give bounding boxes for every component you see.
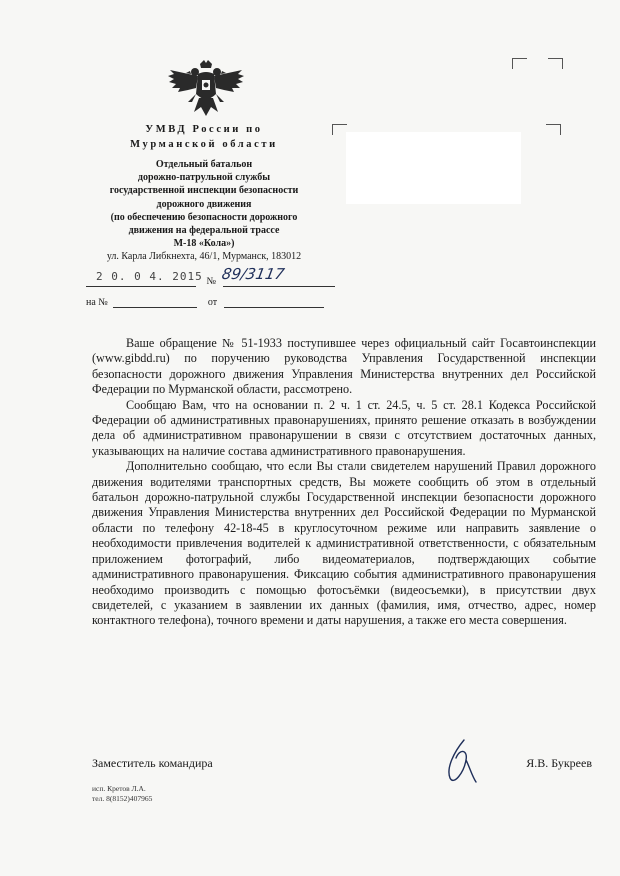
subdivision-line: дорожно-патрульной службы (137, 172, 271, 184)
address-corner-top-right (546, 124, 561, 135)
page-corner-top-left (512, 58, 527, 69)
addressee-redacted-block (346, 132, 521, 204)
organization-name (96, 122, 312, 152)
executor-info (92, 784, 152, 804)
subdivision-line: государственной инспекции безопасности (109, 185, 299, 197)
subdivision-line: (по обеспечению безопасности дорожного (110, 211, 298, 223)
subdivision-line: Отдельный батальон (155, 159, 253, 170)
org-address: ул. Карла Либкнехта, 46/1, Мурманск, 183012 (106, 251, 302, 262)
subdivision-line: движения на федеральной трассе (128, 225, 280, 237)
subdivision-line: дорожного движения (156, 198, 252, 210)
address-corner-top-left (332, 124, 347, 135)
ref-label: на № (86, 297, 108, 308)
ref-from-label: от (207, 297, 218, 308)
subdivision-line: М-18 «Кола») (173, 238, 235, 250)
registration-number: 89/3117 (220, 265, 286, 283)
body-paragraph: Дополнительно сообщаю, что если Вы стали свидетелем нарушений Правил дорожного движения водителями транспортных средств, Вы можете сообщить об этом в отдельный батальон дорожно-патрульной службы Государственной инспекции безопасности дорожного движения Управления Министерства внутренних дел Российской Федерации по Мурманской области по телефону 42-18-45 в круглосуточном режиме или направить заявление о необходимости привлечения водителей к административной ответственности, с обязательным приложением фотографий, либо видеоматериалов, подтверждающих событие административного правонарушения. Фиксацию события административного правонарушения необходимо производить с помощью фотосъёмки (видеосъемки), в присутствии двух свидетелей, с указанием в заявлении их данных (фамилия, имя, отчество, адрес, номер контактного телефона), точного времени и даты нарушения, а также его места совершения. (92, 459, 596, 628)
executor-phone: тел. 8(8152)407965 (92, 794, 153, 803)
page-corner-top-right (548, 58, 563, 69)
registration-date: 2 0. 0 4. 2015 (96, 270, 203, 283)
body-paragraph: Ваше обращение № 51-1933 поступившее через официальный сайт Госавтоинспекции (www.gibdd.ru) по поручению руководства Управления Государственной инспекции безопасности дорожного движения Управления Министерства внутренних дел Российской Федерации по Мурманской области, рассмотрено. (92, 336, 596, 397)
signatory-title: Заместитель командира (92, 756, 213, 770)
subdivision-name (84, 158, 324, 250)
reg-number-label: № (206, 276, 217, 287)
letter-body (92, 336, 596, 629)
org-line-1: УМВД России по (145, 124, 263, 135)
reference-row (86, 297, 324, 308)
handwritten-signature (442, 738, 482, 788)
org-line-2: Мурманской области (130, 139, 278, 150)
eagle-emblem-icon (166, 60, 246, 118)
body-paragraph: Сообщаю Вам, что на основании п. 2 ч. 1 ст. 24.5, ч. 5 ст. 28.1 Кодекса Российской Федерации об административных правонарушениях, принято решение отказать в возбуждении дела об административном правонарушении в связи с отсутствием достаточных данных, указывающих на наличие состава административного правонарушения. (92, 397, 596, 458)
executor-name: исп. Кретов Л.А. (92, 784, 146, 793)
signatory-name: Я.В. Букреев (526, 756, 592, 770)
